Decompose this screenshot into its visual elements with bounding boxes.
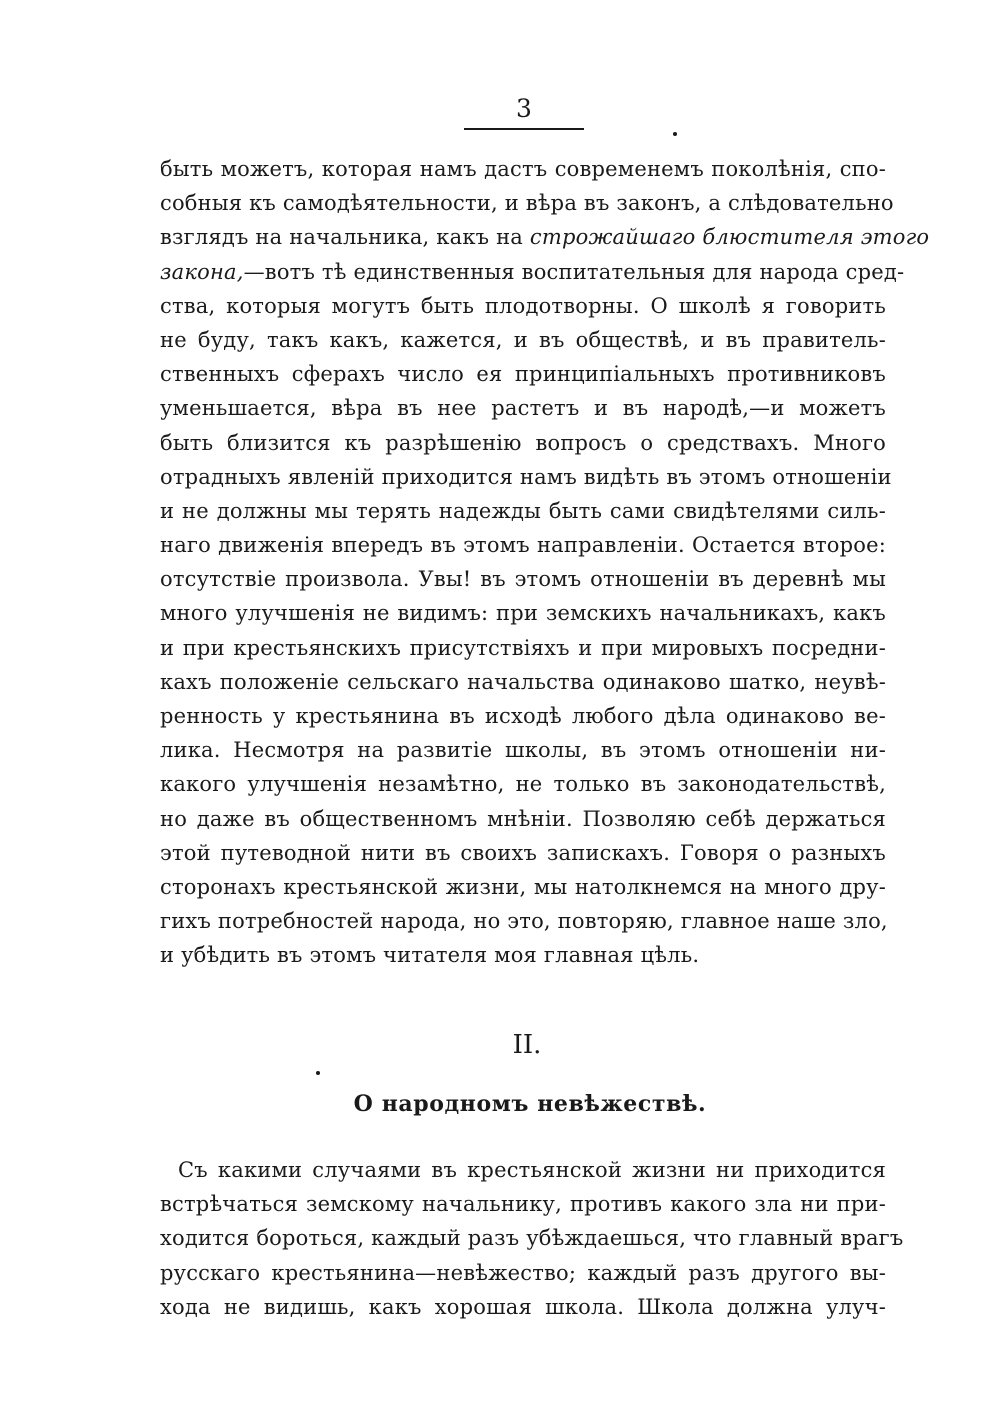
- text-line: и убѣдить въ этомъ читателя моя главная цѣль.: [160, 943, 700, 968]
- text-line: какого улучшенія незамѣтно, не только въ законодательствѣ,: [160, 772, 886, 797]
- stray-dot: [316, 1071, 320, 1075]
- text-line: и не должны мы терять надежды быть сами свидѣтелями силь-: [160, 498, 886, 523]
- text-line: быть можетъ, которая намъ дастъ современемъ поколѣнія, спо-: [160, 157, 886, 181]
- text-line: ренность у крестьянина въ исходѣ любого дѣла одинаково ве-: [160, 704, 886, 728]
- paragraph-continuation: [160, 152, 930, 973]
- text-line: [160, 220, 930, 254]
- header-dot: [673, 132, 677, 136]
- text-line: и при крестьянскихъ присутствіяхъ и при мировыхъ посредни-: [160, 635, 886, 660]
- text-segment: —вотъ тѣ единственныя воспитательныя для народа сред-: [243, 259, 905, 284]
- text-line: встрѣчаться земскому начальнику, противъ какого зла ни при-: [160, 1192, 886, 1217]
- text-line: гихъ потребностей народа, но это, повторяю, главное наше зло,: [160, 909, 888, 934]
- text-line: Съ какими случаями въ крестьянской жизни ни приходится: [178, 1158, 886, 1182]
- text-line: ственныхъ сферахъ число ея принципіальныхъ противниковъ: [160, 362, 886, 387]
- text-line: кахъ положеніе сельскаго начальства одинаково шатко, неувѣ-: [160, 669, 886, 694]
- text-line: ства, которыя могутъ быть плодотворны. О школѣ я говорить: [160, 293, 886, 318]
- section-number: II.: [512, 1030, 542, 1060]
- text-line: собныя къ самодѣятельности, и вѣра въ законъ, а слѣдовательно: [160, 191, 894, 216]
- text-line: но даже въ общественномъ мнѣніи. Позволяю себѣ держаться: [160, 806, 886, 831]
- text-line: сторонахъ крестьянской жизни, мы натолкнемся на много дру-: [160, 874, 886, 899]
- text-line: уменьшается, вѣра въ нее растетъ и въ народѣ,—и можетъ: [160, 396, 886, 421]
- text-line: не буду, такъ какъ, кажется, и въ обществѣ, и въ правитель-: [160, 327, 886, 352]
- text-segment: взглядъ на начальника, какъ на: [160, 225, 530, 250]
- page-number: 3: [516, 94, 532, 123]
- text-line: [160, 255, 905, 289]
- paragraph-section-start: [160, 1153, 904, 1324]
- text-line: отрадныхъ явленій приходится намъ видѣть въ этомъ отношеніи: [160, 464, 892, 489]
- italic-text-segment: закона,: [160, 259, 244, 284]
- text-line: быть близится къ разрѣшенію вопросъ о средствахъ. Много: [160, 430, 886, 455]
- header-rule: [464, 128, 584, 130]
- text-line: этой путеводной нити въ своихъ запискахъ. Говоря о разныхъ: [160, 840, 886, 865]
- text-line: лика. Несмотря на развитіе школы, въ этомъ отношеніи ни-: [160, 738, 886, 763]
- section-title: О народномъ невѣжествѣ.: [353, 1091, 707, 1117]
- text-line: наго движенія впередъ въ этомъ направленіи. Остается второе:: [160, 533, 886, 558]
- text-line: много улучшенія не видимъ: при земскихъ начальникахъ, какъ: [160, 601, 886, 626]
- italic-text-segment: строжайшаго блюстителя этого: [529, 225, 930, 250]
- text-line: хода не видишь, какъ хорошая школа. Школа должна улуч-: [160, 1294, 886, 1319]
- text-line: отсутствіе произвола. Увы! въ этомъ отношеніи въ деревнѣ мы: [160, 567, 886, 592]
- text-line: русскаго крестьянина—невѣжество; каждый разъ другого вы-: [160, 1260, 886, 1285]
- text-line: ходится бороться, каждый разъ убѣждаешься, что главный врагъ: [160, 1226, 904, 1251]
